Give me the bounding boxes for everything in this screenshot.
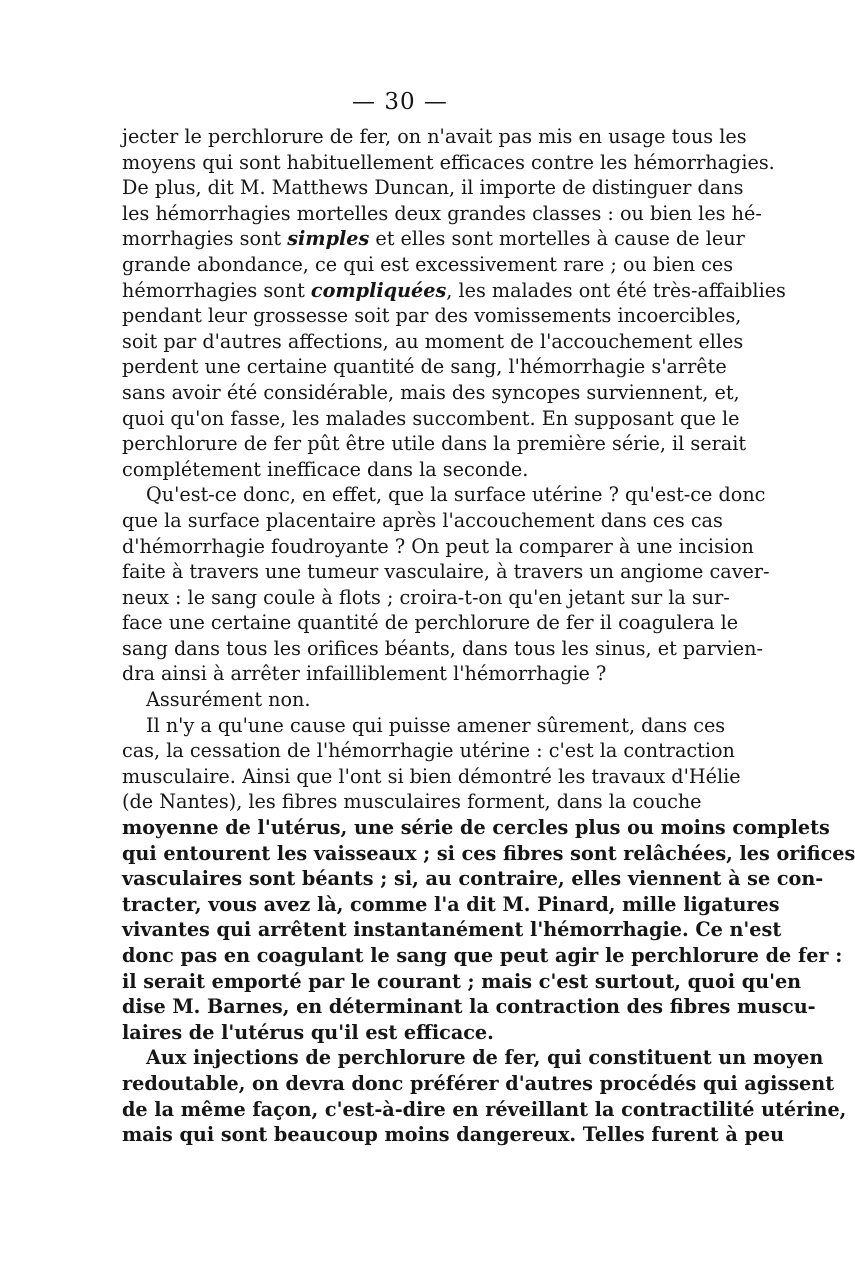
text-line: Assurément non. [146,688,311,712]
text-line: laires de l'utérus qu'il est efficace. [122,1020,494,1044]
text-line: complétement inefficace dans la seconde. [122,457,529,481]
text-line: Il n'y a qu'une cause qui puisse amener sûrement, dans ces [146,713,726,737]
text-line: moyenne de l'utérus, une série de cercles plus ou moins complets [122,816,830,840]
text-line: tracter, vous avez là, comme l'a dit M. Pinard, mille ligatures [122,892,780,916]
text-line: sans avoir été considérable, mais des syncopes surviennent, et, [122,380,740,404]
text-line: jecter le perchlorure de fer, on n'avait pas mis en usage tous les [122,125,747,148]
text-line: quoi qu'on fasse, les malades succombent. En supposant que le [122,406,740,430]
text-line: sang dans tous les orifices béants, dans tous les sinus, et parvien- [122,636,763,660]
text-line: neux : le sang coule à flots ; croira-t-on qu'en jetant sur la sur- [122,585,730,609]
emphasized-word: compliquées [310,278,447,302]
text-line: hémorrhagies sont compliquées, les malades ont été très-affaiblies [122,278,786,302]
text-line: de la même façon, c'est-à-dire en réveillant la contractilité utérine, [122,1097,847,1121]
text-line: dise M. Barnes, en déterminant la contraction des fibres muscu- [122,995,816,1019]
text-line: redoutable, on devra donc préférer d'autres procédés qui agissent [122,1071,835,1095]
text-line: donc pas en coagulant le sang que peut agir le perchlorure de fer : [122,944,843,967]
text-line: perdent une certaine quantité de sang, l'hémorrhagie s'arrête [122,355,727,379]
paragraph [122,687,677,713]
paragraph [122,713,855,1046]
text-line: vivantes qui arrêtent instantanément l'hémorrhagie. Ce n'est [122,918,782,942]
text-line: vasculaires sont béants ; si, au contraire, elles viennent à se con- [122,867,824,891]
text-line: musculaire. Ainsi que l'ont si bien démontré les travaux d'Hélie [122,764,741,788]
text-line: qui entourent les vaisseaux ; si ces fibres sont relâchées, les orifices [122,841,855,865]
text-line: mais qui sont beaucoup moins dangereux. Telles furent à peu [122,1123,785,1147]
text-line: moyens qui sont habituellement efficaces contre les hémorrhagies. [122,150,775,174]
emphasized-word: simples [287,227,370,251]
text-line: face une certaine quantité de perchlorure de fer il coagulera le [122,611,739,635]
text-line: (de Nantes), les fibres musculaires forment, dans la couche [122,790,702,814]
text-line: pendant leur grossesse soit par des vomissements incoercibles, [122,304,742,328]
text-line: les hémorrhagies mortelles deux grandes classes : ou bien les hé- [122,201,762,225]
text-line: cas, la cessation de l'hémorrhagie utérine : c'est la contraction [122,739,735,763]
paragraph [122,124,786,482]
text-line: que la surface placentaire après l'accouchement dans ces cas [122,508,723,532]
text-line: perchlorure de fer pût être utile dans la première série, il serait [122,432,747,456]
text-line: Qu'est-ce donc, en effet, que la surface utérine ? qu'est-ce donc [146,483,766,507]
text-line: soit par d'autres affections, au moment de l'accouchement elles [122,329,744,353]
body-text [122,124,855,1148]
text-line: faite à travers une tumeur vasculaire, à travers un angiome caver- [122,560,770,584]
text-line: Aux injections de perchlorure de fer, qui constituent un moyen [146,1046,824,1070]
text-line: De plus, dit M. Matthews Duncan, il importe de distinguer dans [122,176,744,200]
paragraph [122,1045,847,1147]
text-line: dra ainsi à arrêter infailliblement l'hémorrhagie ? [122,662,607,686]
paragraph [122,482,770,687]
text-line: morrhagies sont simples et elles sont mortelles à cause de leur [122,227,745,251]
page-number: — 30 — [352,89,448,115]
text-line: d'hémorrhagie foudroyante ? On peut la comparer à une incision [122,534,754,558]
text-line: grande abondance, ce qui est excessivement rare ; ou bien ces [122,252,734,276]
text-line: il serait emporté par le courant ; mais c'est surtout, quoi qu'en [122,969,802,993]
